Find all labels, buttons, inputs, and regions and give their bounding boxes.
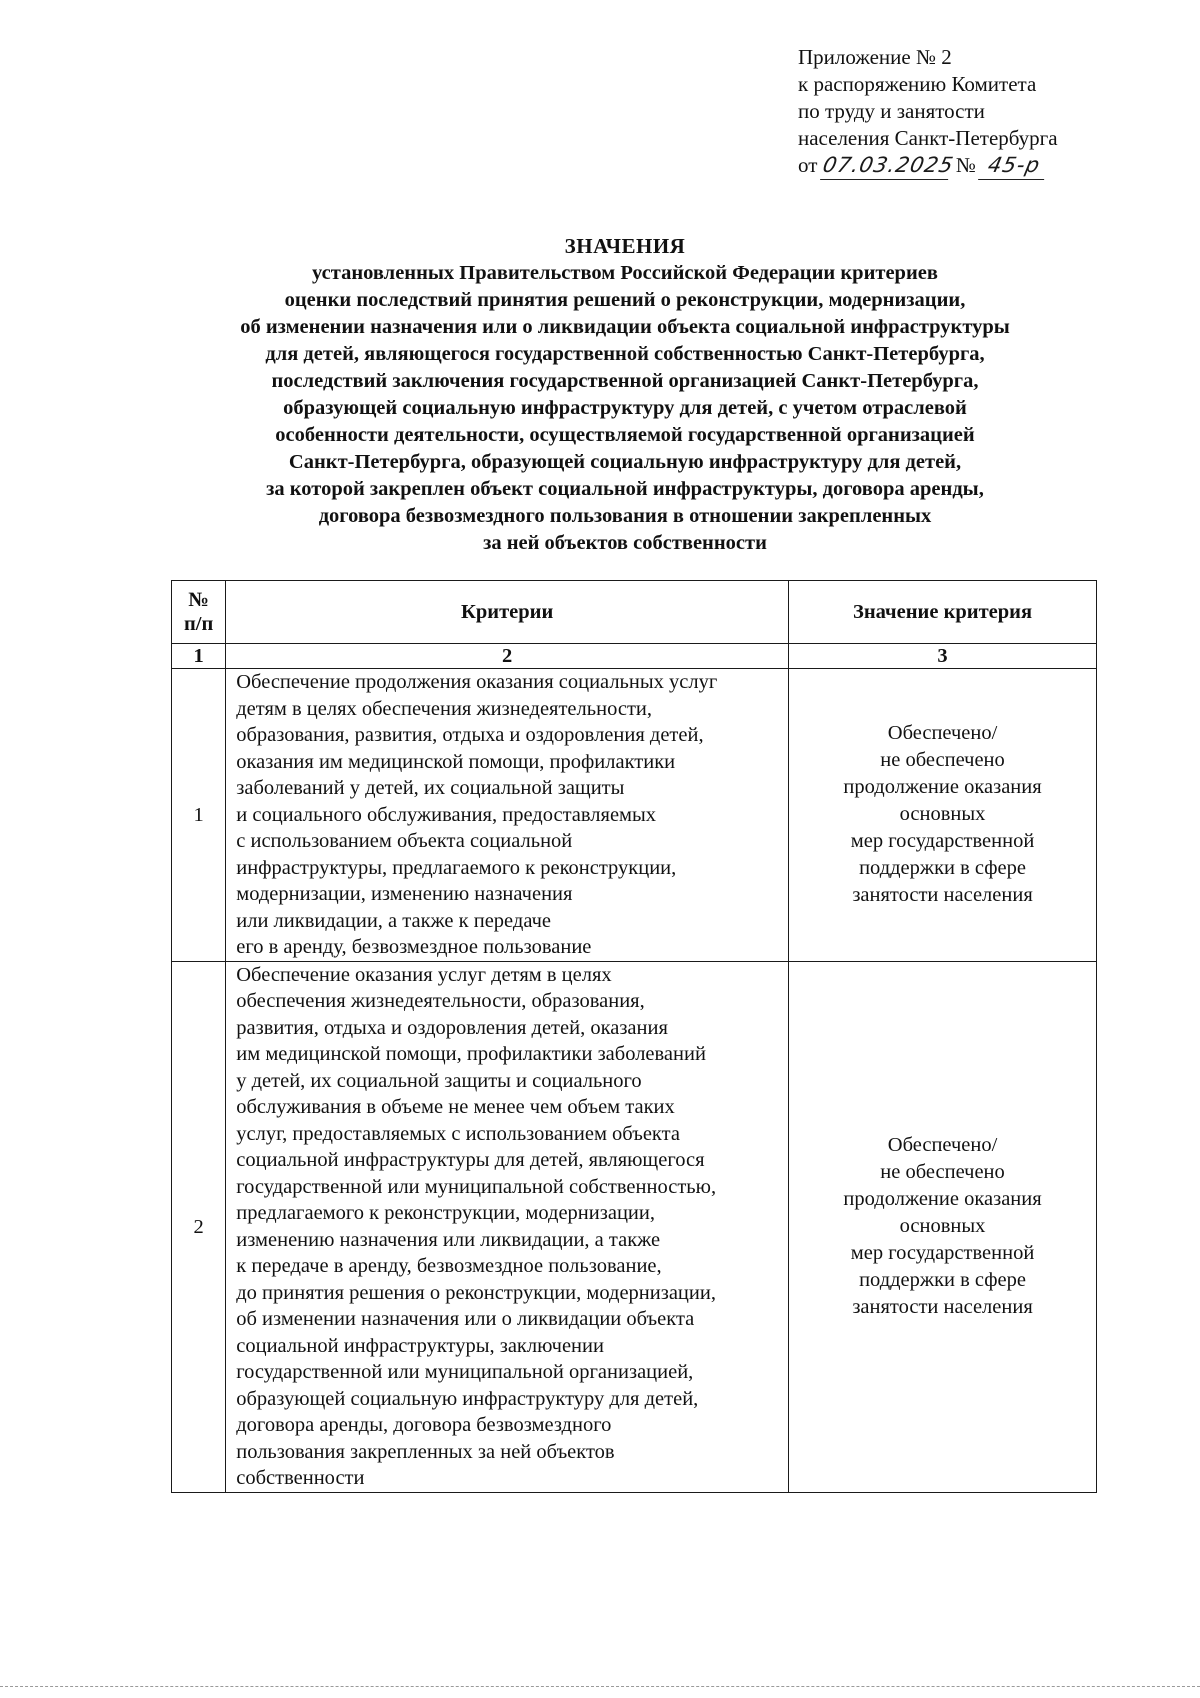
row-number: 2 bbox=[172, 961, 226, 1492]
date-prefix: от bbox=[798, 153, 818, 177]
title-line: за ней объектов собственности bbox=[483, 532, 767, 554]
title-line: особенности деятельности, осуществляемой государственной организацией bbox=[275, 424, 975, 446]
header-num-symbol: № bbox=[188, 589, 209, 611]
criteria-line: или ликвидации, а также к передаче bbox=[236, 909, 552, 932]
appendix-reference bbox=[798, 44, 1098, 180]
criteria-line: собственности bbox=[236, 1467, 365, 1489]
criteria-line: инфраструктуры, предлагаемого к реконструкции, bbox=[236, 856, 677, 879]
criteria-line: пользования закрепленных за ней объектов bbox=[236, 1440, 615, 1463]
value-line: основных bbox=[899, 1215, 986, 1237]
document-title bbox=[150, 233, 1100, 557]
criteria-line: обслуживания в объеме не менее чем объем таких bbox=[236, 1096, 675, 1118]
criteria-line: обеспечения жизнедеятельности, образования, bbox=[236, 990, 645, 1012]
header-num bbox=[172, 581, 226, 644]
criteria-table bbox=[171, 580, 1097, 1493]
title-line: об изменении назначения или о ликвидации объекта социальной инфраструктуры bbox=[240, 316, 1010, 338]
title-line: за которой закреплен объект социальной инфраструктуры, договора аренды, bbox=[266, 478, 984, 500]
handwritten-date: 07.03.2025 bbox=[820, 152, 954, 180]
value-line: не обеспечено bbox=[880, 749, 1005, 772]
row-number: 1 bbox=[172, 669, 226, 962]
criteria-line: до принятия решения о реконструкции, модернизации, bbox=[236, 1281, 716, 1304]
value-line: продолжение оказания bbox=[843, 776, 1042, 799]
criteria-line: образующей социальную инфраструктуру для детей, bbox=[236, 1387, 699, 1410]
criteria-line: изменению назначения или ликвидации, а также bbox=[236, 1228, 661, 1251]
title-line: последствий заключения государственной организацией Санкт-Петербурга, bbox=[271, 370, 979, 392]
handwritten-number: 45-р bbox=[978, 152, 1050, 180]
value-line: поддержки в сфере bbox=[859, 857, 1027, 880]
row-value bbox=[789, 669, 1097, 962]
criteria-line: Обеспечение оказания услуг детям в целях bbox=[236, 963, 612, 986]
title-line: образующей социальную инфраструктуру для детей, с учетом отраслевой bbox=[283, 397, 967, 419]
criteria-line: об изменении назначения или о ликвидации объекта bbox=[236, 1308, 695, 1330]
value-line: занятости населения bbox=[852, 884, 1033, 907]
criteria-line: предлагаемого к реконструкции, модернизации, bbox=[236, 1202, 655, 1224]
number-prefix: № bbox=[955, 153, 976, 177]
value-line: занятости населения bbox=[852, 1296, 1033, 1318]
criteria-line: социальной инфраструктуры, заключении bbox=[236, 1334, 604, 1357]
table-row bbox=[172, 961, 1097, 1492]
criteria-line: развития, отдыха и оздоровления детей, оказания bbox=[236, 1016, 668, 1039]
criteria-line: и социального обслуживания, предоставляемых bbox=[236, 803, 657, 826]
value-line: не обеспечено bbox=[880, 1161, 1005, 1183]
criteria-line: оказания им медицинской помощи, профилактики bbox=[236, 750, 676, 773]
value-line: поддержки в сфере bbox=[859, 1269, 1027, 1291]
title-heading: ЗНАЧЕНИЯ bbox=[564, 234, 686, 258]
criteria-line: социальной инфраструктуры для детей, являющегося bbox=[236, 1149, 705, 1171]
header-criteria: Критерии bbox=[226, 581, 789, 644]
column-index: 1 bbox=[172, 644, 226, 669]
criteria-line: с использованием объекта социальной bbox=[236, 830, 573, 852]
criteria-line: услуг, предоставляемых с использованием объекта bbox=[236, 1122, 680, 1145]
title-line: для детей, являющегося государственной собственностью Санкт-Петербурга, bbox=[265, 343, 985, 365]
row-criteria bbox=[226, 669, 789, 962]
criteria-line: заболеваний у детей, их социальной защиты bbox=[236, 777, 625, 799]
appendix-line: по труду и занятости bbox=[798, 99, 985, 123]
criteria-line: государственной или муниципальной организацией, bbox=[236, 1361, 694, 1383]
title-line: установленных Правительством Российской Федерации критериев bbox=[312, 262, 938, 284]
criteria-line: Обеспечение продолжения оказания социальных услуг bbox=[236, 671, 718, 693]
row-value bbox=[789, 961, 1097, 1492]
criteria-line: детям в целях обеспечения жизнедеятельности, bbox=[236, 697, 652, 720]
header-value: Значение критерия bbox=[789, 581, 1097, 644]
appendix-line: Приложение № 2 bbox=[798, 45, 952, 69]
value-line: мер государственной bbox=[850, 1242, 1035, 1264]
table-row bbox=[172, 669, 1097, 962]
appendix-line: к распоряжению Комитета bbox=[798, 72, 1037, 96]
column-index: 2 bbox=[226, 644, 789, 669]
column-index: 3 bbox=[789, 644, 1097, 669]
table-header-row bbox=[172, 581, 1097, 644]
criteria-line: образования, развития, отдыха и оздоровления детей, bbox=[236, 724, 704, 746]
value-line: мер государственной bbox=[850, 830, 1035, 853]
appendix-line: населения Санкт-Петербурга bbox=[798, 126, 1058, 150]
title-line: договора безвозмездного пользования в отношении закрепленных bbox=[318, 505, 932, 527]
criteria-line: к передаче в аренду, безвозмездное пользование, bbox=[236, 1255, 662, 1277]
criteria-line: государственной или муниципальной собственностью, bbox=[236, 1175, 717, 1198]
row-criteria bbox=[226, 961, 789, 1492]
appendix-date-line bbox=[798, 152, 1098, 180]
criteria-line: у детей, их социальной защиты и социального bbox=[236, 1069, 642, 1092]
title-line: оценки последствий принятия решений о реконструкции, модернизации, bbox=[284, 289, 966, 311]
title-line: Санкт-Петербурга, образующей социальную инфраструктуру для детей, bbox=[288, 451, 962, 473]
column-index-row bbox=[172, 644, 1097, 669]
header-num-label: п/п bbox=[183, 613, 214, 635]
criteria-line: им медицинской помощи, профилактики заболеваний bbox=[236, 1043, 706, 1065]
criteria-line: договора аренды, договора безвозмездного bbox=[236, 1414, 612, 1436]
value-line: основных bbox=[899, 803, 986, 826]
value-line: Обеспечено/ bbox=[887, 722, 998, 745]
criteria-line: модернизации, изменению назначения bbox=[236, 883, 573, 905]
criteria-line: его в аренду, безвозмездное пользование bbox=[236, 936, 592, 958]
value-line: Обеспечено/ bbox=[887, 1134, 998, 1156]
scan-edge-line bbox=[0, 1686, 1200, 1687]
value-line: продолжение оказания bbox=[843, 1188, 1042, 1210]
